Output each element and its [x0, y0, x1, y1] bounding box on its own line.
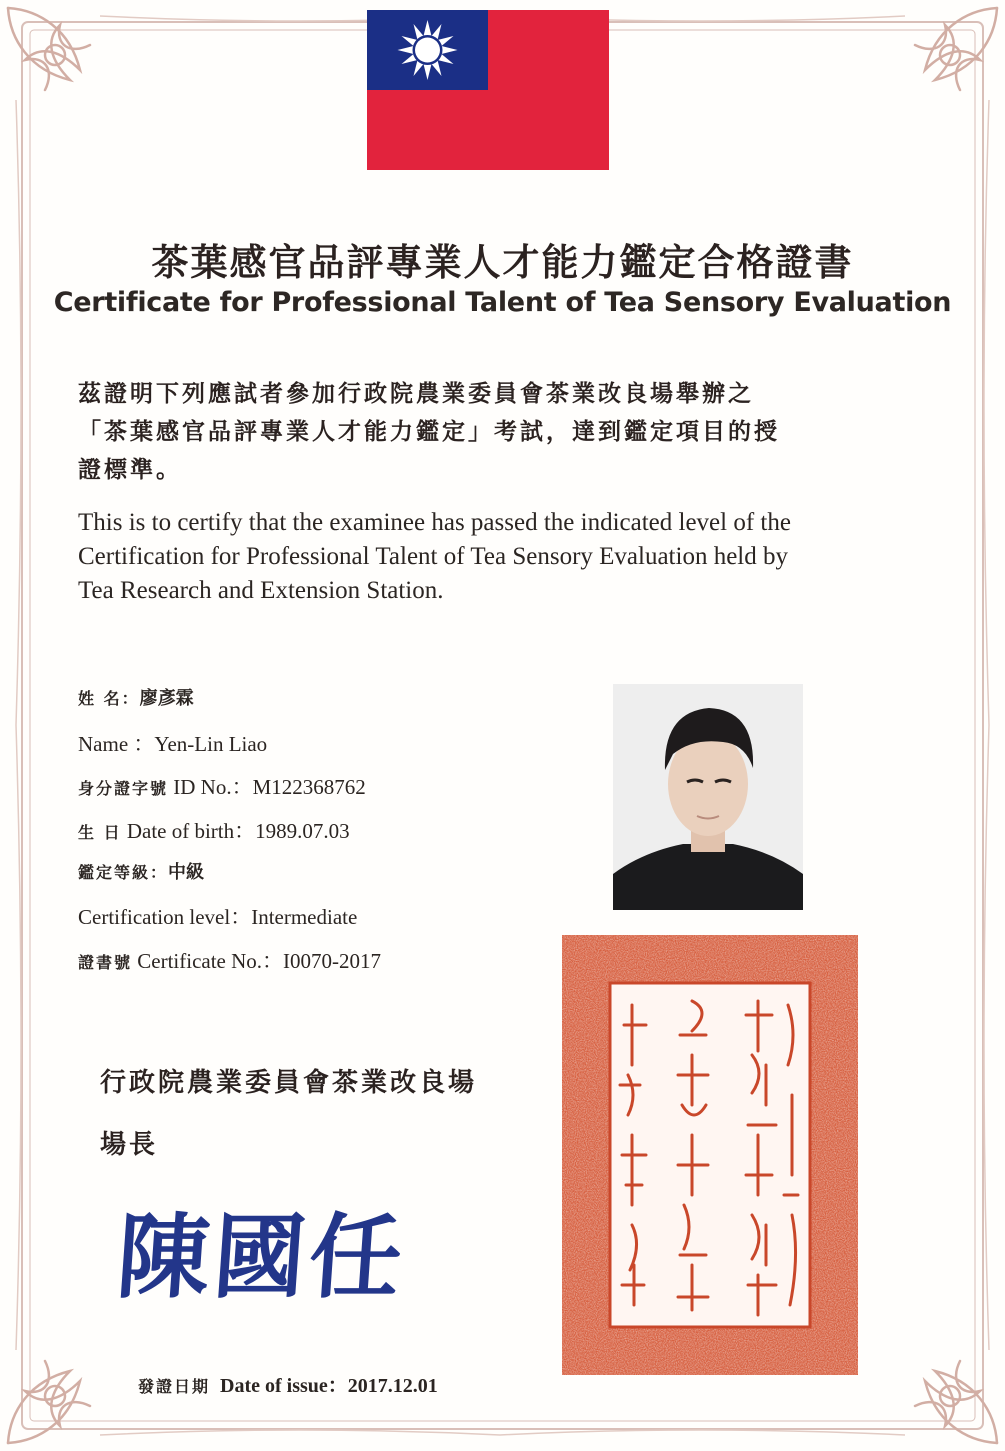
- examinee-photo: [613, 684, 803, 910]
- cert-label-en: Certificate No.：: [137, 949, 284, 973]
- statement-en-line: Tea Research and Extension Station.: [78, 577, 444, 604]
- official-seal-stamp: [562, 935, 858, 1375]
- id-label-en: ID No.：: [173, 775, 253, 799]
- level-chinese-row: [78, 858, 204, 884]
- level-zh-value: 中級: [168, 862, 205, 883]
- certification-statement-english: [78, 506, 928, 608]
- id-number-row: [78, 771, 366, 801]
- level-english-row: [78, 901, 357, 931]
- flag-image: [367, 10, 609, 170]
- director-signature: 陳國任: [113, 1203, 410, 1311]
- date-of-issue-row: [138, 1369, 438, 1398]
- name-chinese-row: [78, 684, 194, 710]
- dob-label-zh: 生 日: [78, 823, 122, 842]
- issuing-organization: 行政院農業委員會茶業改良場: [100, 1068, 478, 1098]
- id-label-zh: 身分證字號: [78, 779, 169, 798]
- statement-zh-line: 茲證明下列應試者參加行政院農業委員會茶業改良場舉辦之: [78, 380, 754, 407]
- name-en-label: Name ：: [78, 732, 155, 756]
- issue-label-zh: 發證日期: [138, 1377, 211, 1396]
- name-zh-label: 姓 名：: [78, 689, 140, 708]
- id-value: M122368762: [252, 775, 366, 799]
- certificate-title-chinese: 茶葉感官品評專業人才能力鑑定合格證書: [151, 240, 854, 284]
- statement-en-line: This is to certify that the examinee has passed the indicated level of the: [78, 509, 791, 536]
- certification-statement-chinese: [78, 375, 928, 489]
- dob-value: 1989.07.03: [255, 819, 350, 843]
- name-zh-value: 廖彥霖: [139, 688, 194, 709]
- statement-zh-line: 「茶葉感官品評專業人才能力鑑定」考試，達到鑑定項目的授: [78, 418, 780, 445]
- level-en-value: Intermediate: [251, 905, 358, 929]
- statement-en-line: Certification for Professional Talent of Tea Sensory Evaluation held by: [78, 543, 788, 570]
- director-title: 場長: [100, 1130, 159, 1160]
- name-english-row: [78, 728, 267, 758]
- dob-label-en: Date of birth：: [126, 819, 256, 843]
- cert-label-zh: 證書號: [78, 953, 133, 972]
- level-en-label: Certification level：: [78, 905, 252, 929]
- statement-zh-line: 證標準。: [78, 456, 182, 483]
- certificate-title-english: Certificate for Professional Talent of Tea Sensory Evaluation: [53, 287, 952, 318]
- date-of-birth-row: [78, 815, 350, 845]
- certificate-number-row: [78, 945, 381, 975]
- name-en-value: Yen-Lin Liao: [154, 732, 268, 756]
- cert-value: I0070-2017: [283, 949, 382, 973]
- issue-date: 2017.12.01: [347, 1375, 438, 1397]
- issue-label-en: Date of issue：: [220, 1375, 348, 1397]
- level-zh-label: 鑑定等級：: [78, 863, 169, 882]
